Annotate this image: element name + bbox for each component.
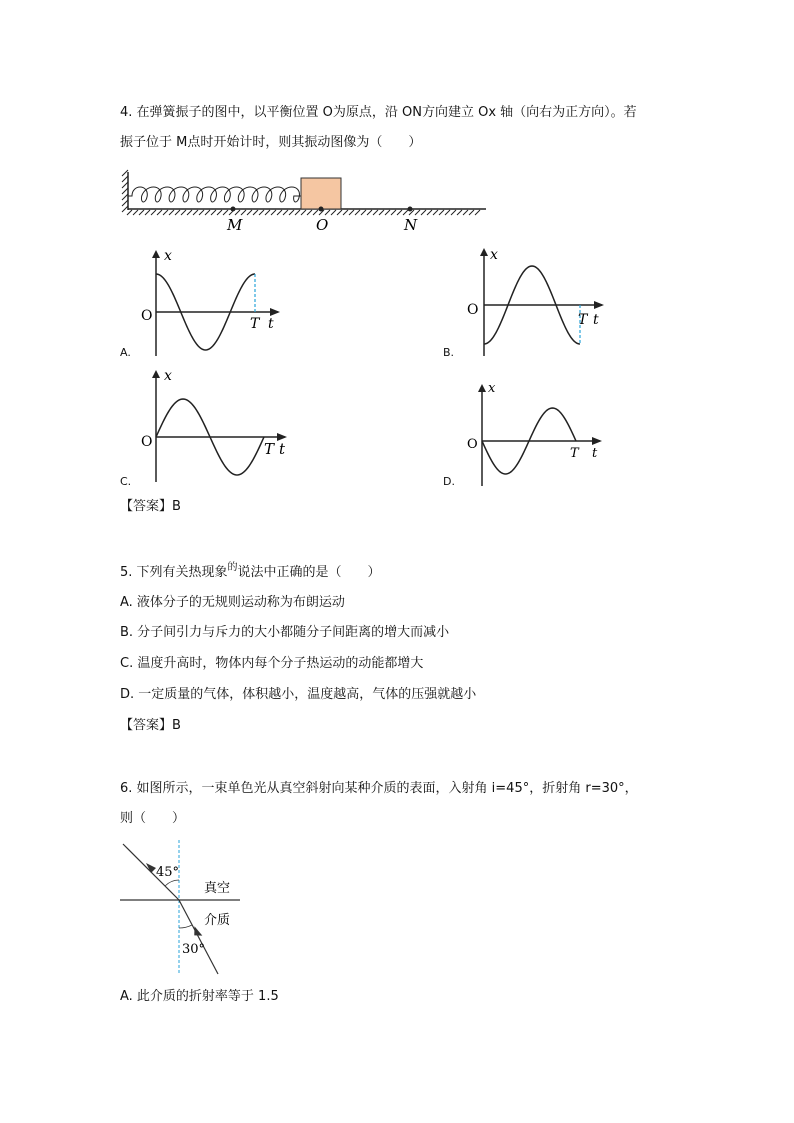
hatch-mark	[145, 210, 150, 215]
hatch-mark	[337, 210, 342, 215]
label-x: x	[488, 381, 496, 396]
wall-hatching	[122, 170, 128, 212]
hatch-mark	[475, 210, 480, 215]
hatch-mark	[193, 210, 198, 215]
label-origin: O	[141, 308, 153, 324]
option-b-label[interactable]: B.	[443, 346, 455, 359]
label-origin: O	[467, 302, 479, 318]
hatch-mark	[439, 210, 444, 215]
label-x: x	[164, 368, 172, 384]
hatch-mark	[361, 210, 366, 215]
hatch-mark	[379, 210, 384, 215]
hatch-mark	[355, 210, 360, 215]
label-t: t	[279, 440, 286, 458]
q4-stem-line1: 4. 在弹簧振子的图中，以平衡位置 O为原点，沿 ON方向建立 Ox 轴（向右为正方向）。若	[120, 105, 637, 120]
hatch-mark	[301, 210, 306, 215]
vacuum-label: 真空	[204, 881, 231, 896]
hatch-mark	[403, 210, 408, 215]
hatch-mark	[289, 210, 294, 215]
y-axis-arrow	[152, 250, 160, 258]
hatch-mark	[331, 210, 336, 215]
hatch-mark	[277, 210, 282, 215]
graph-option-c	[138, 366, 293, 484]
hatch-mark	[397, 210, 402, 215]
hatch-mark	[223, 210, 228, 215]
y-axis-arrow	[480, 248, 488, 256]
point-m	[231, 207, 236, 212]
q5-stem-de: 的	[227, 562, 238, 573]
refracted-ray	[179, 900, 218, 974]
q5-option-a[interactable]: A. 液体分子的无规则运动称为布朗运动	[120, 595, 345, 610]
hatch-mark	[283, 210, 288, 215]
hatch-mark	[241, 210, 246, 215]
hatch-mark	[373, 210, 378, 215]
q5-option-c[interactable]: C. 温度升高时，物体内每个分子热运动的动能都增大	[120, 656, 424, 671]
q5-answer: 【答案】B	[120, 718, 181, 733]
option-c-label[interactable]: C.	[120, 475, 132, 488]
y-axis-arrow	[478, 384, 486, 392]
angle-arc-top	[165, 880, 179, 886]
option-d-label[interactable]: D.	[443, 475, 455, 488]
hatch-mark	[181, 210, 186, 215]
hatch-mark	[349, 210, 354, 215]
graph-option-d	[460, 378, 610, 488]
spring	[128, 187, 301, 202]
hatch-mark	[445, 210, 450, 215]
hatch-mark	[157, 210, 162, 215]
spring-oscillator-figure	[120, 166, 492, 236]
hatch-mark	[469, 210, 474, 215]
hatch-mark	[127, 210, 132, 215]
hatch-mark	[163, 210, 168, 215]
label-period: T	[570, 446, 579, 461]
q5-stem	[120, 564, 381, 583]
hatch-mark	[343, 210, 348, 215]
hatch-mark	[133, 210, 138, 215]
q5-stem-post: 说法中正确的是（ ）	[237, 565, 381, 580]
hatch-mark	[367, 210, 372, 215]
q4-answer: 【答案】B	[120, 499, 181, 514]
hatch-mark	[205, 210, 210, 215]
oscillator-block	[301, 178, 341, 209]
hatch-mark	[391, 210, 396, 215]
label-t: t	[268, 316, 274, 332]
option-a-label[interactable]: A.	[120, 346, 131, 359]
hatch-mark	[247, 210, 252, 215]
label-o: O	[316, 216, 329, 234]
hatch-mark	[151, 210, 156, 215]
medium-label: 介质	[204, 913, 231, 928]
hatch-mark	[187, 210, 192, 215]
q5-option-d[interactable]: D. 一定质量的气体，体积越小，温度越高，气体的压强就越小	[120, 687, 477, 702]
hatch-mark	[169, 210, 174, 215]
point-o	[319, 207, 324, 212]
refracted-arrow	[193, 926, 202, 937]
angle-top-label: 45°	[156, 865, 180, 880]
hatch-mark	[295, 210, 300, 215]
hatch-mark	[235, 210, 240, 215]
ground-hatching	[127, 210, 480, 215]
angle-arc-bottom	[179, 925, 192, 928]
hatch-mark	[421, 210, 426, 215]
label-t: t	[593, 312, 599, 328]
refraction-figure	[120, 836, 250, 978]
q4-stem-line2: 振子位于 M点时开始计时，则其振动图像为（ ）	[120, 135, 422, 150]
hatch-mark	[265, 210, 270, 215]
graph-option-b	[460, 242, 610, 358]
hatch-mark	[307, 210, 312, 215]
hatch-mark	[271, 210, 276, 215]
label-period: T	[250, 316, 260, 332]
hatch-mark	[415, 210, 420, 215]
t-axis-arrow	[592, 437, 602, 445]
label-period: T	[578, 312, 588, 328]
label-n: N	[404, 216, 418, 234]
point-n	[408, 207, 413, 212]
hatch-mark	[211, 210, 216, 215]
hatch-mark	[139, 210, 144, 215]
q6-stem-line1: 6. 如图所示，一束单色光从真空斜射向某种介质的表面，入射角 i=45°，折射角 r=30°，	[120, 781, 638, 796]
hatch-mark	[385, 210, 390, 215]
hatch-mark	[217, 210, 222, 215]
hatch-mark	[253, 210, 258, 215]
label-m: M	[227, 216, 243, 234]
label-t: t	[592, 446, 598, 461]
hatch-mark	[427, 210, 432, 215]
hatch-mark	[433, 210, 438, 215]
hatch-mark	[451, 210, 456, 215]
label-origin: O	[467, 437, 478, 452]
label-x: x	[164, 248, 172, 264]
hatch-mark	[175, 210, 180, 215]
angle-bottom-label: 30°	[182, 942, 206, 957]
label-x: x	[490, 247, 498, 263]
q6-option-a[interactable]: A. 此介质的折射率等于 1.5	[120, 989, 279, 1004]
hatch-mark	[313, 210, 318, 215]
t-axis-arrow	[270, 308, 280, 316]
hatch-mark	[325, 210, 330, 215]
y-axis-arrow	[152, 370, 160, 378]
hatch-mark	[457, 210, 462, 215]
hatch-mark	[199, 210, 204, 215]
q5-stem-pre: 5. 下列有关热现象	[120, 565, 228, 580]
label-period: T	[264, 440, 275, 458]
label-origin: O	[141, 434, 153, 450]
t-axis-arrow	[594, 301, 604, 309]
hatch-mark	[259, 210, 264, 215]
graph-option-a	[138, 246, 288, 358]
q6-stem-line2: 则（ ）	[120, 811, 186, 826]
q5-option-b[interactable]: B. 分子间引力与斥力的大小都随分子间距离的增大而减小	[120, 625, 450, 640]
hatch-mark	[463, 210, 468, 215]
